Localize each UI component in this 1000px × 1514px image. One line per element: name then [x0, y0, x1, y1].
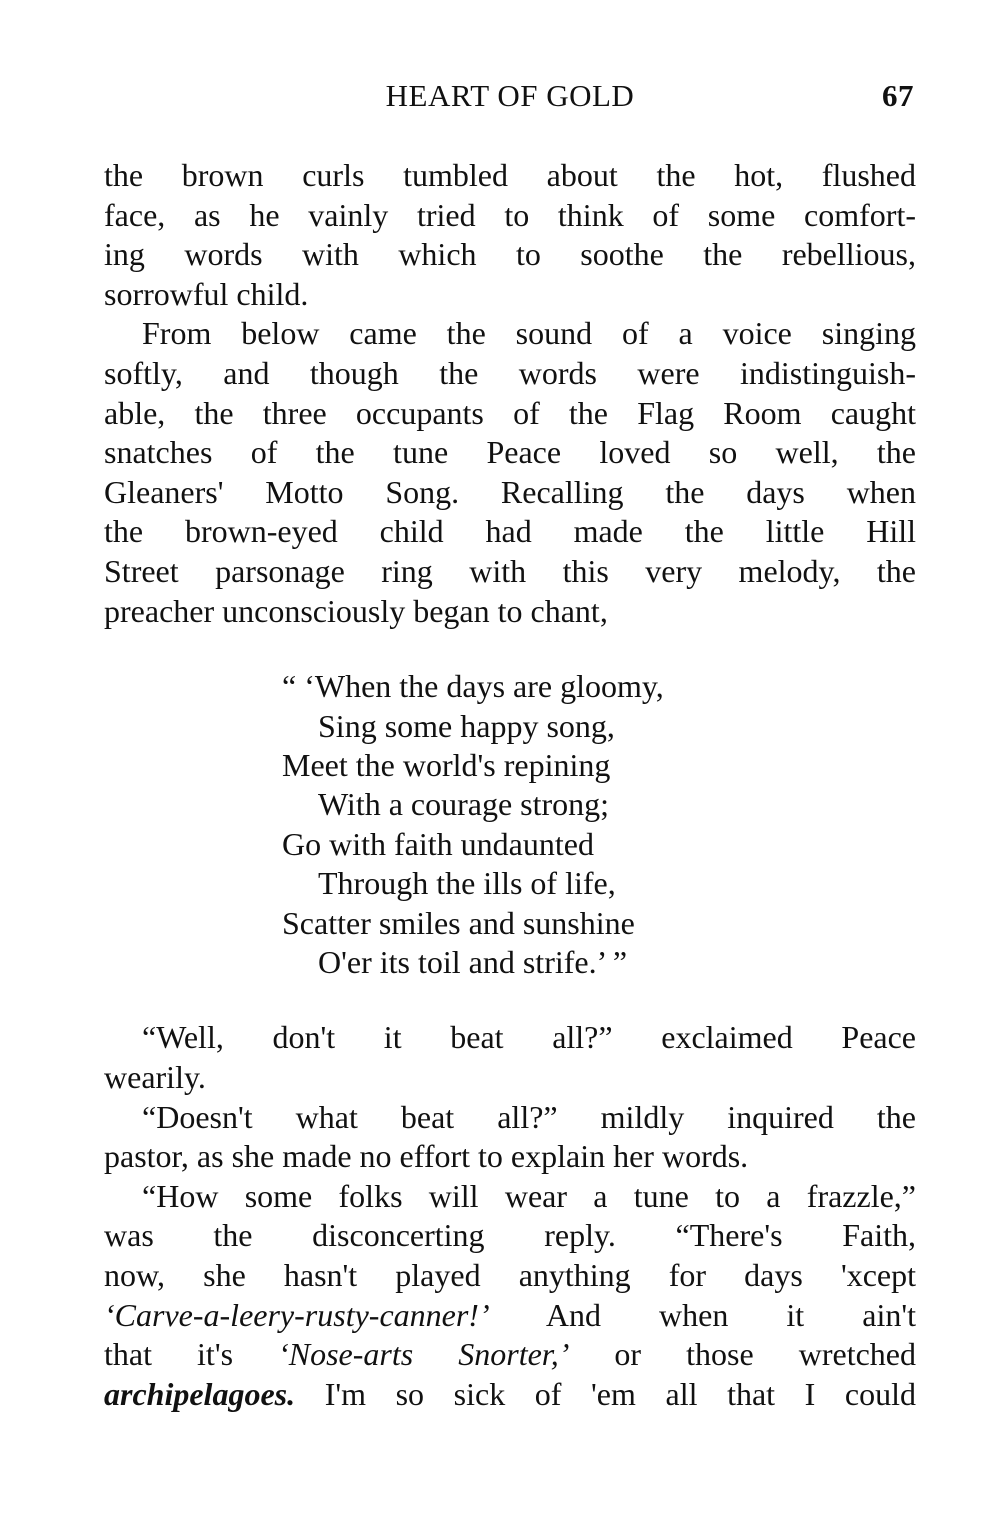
text-run: that it's [104, 1336, 279, 1373]
text-line: ing words with which to soothe the rebellious, [104, 236, 916, 273]
running-title: HEART OF GOLD [385, 78, 635, 113]
paragraph-3 [104, 1018, 916, 1097]
text-line: Gleaners' Motto Song. Recalling the days when [104, 473, 916, 510]
page-number: 67 [882, 78, 914, 113]
poem-line: Meet the world's repining [282, 746, 611, 783]
poem-line: O'er its toil and strife.’ ” [318, 943, 628, 980]
paragraph-5 [104, 1177, 916, 1415]
paragraph-2 [104, 314, 916, 631]
text-line [104, 1296, 916, 1336]
text-line: able, the three occupants of the Flag Room caught [104, 394, 916, 431]
text-run: And when it ain't [489, 1296, 916, 1333]
text-line: preacher unconsciously began to chant, [104, 592, 608, 629]
poem-line: Sing some happy song, [318, 707, 615, 744]
text-line: the brown curls tumbled about the hot, flushed [104, 157, 916, 193]
text-line: Street parsonage ring with this very melody, the [104, 552, 916, 589]
text-line: snatches of the tune Peace loved so well, the [104, 434, 916, 471]
poem-line: Scatter smiles and sunshine [282, 904, 635, 941]
text-line: the brown-eyed child had made the little Hill [104, 513, 916, 550]
text-line: face, as he vainly tried to think of some comfort- [104, 196, 916, 233]
paragraph-1 [104, 156, 916, 314]
text-line: wearily. [104, 1058, 206, 1095]
paragraph-4 [104, 1098, 916, 1177]
text-line: “Doesn't what beat all?” mildly inquired the [142, 1098, 916, 1135]
text-line: “How some folks will wear a tune to a frazzle,” [142, 1177, 916, 1214]
running-header [104, 78, 916, 118]
text-line [104, 1335, 916, 1375]
italic-song-title: ‘Carve-a-leery-rusty-canner!’ [104, 1296, 490, 1333]
italic-song-title: ‘Nose-arts Snorter,’ [278, 1336, 570, 1373]
text-line: was the disconcerting reply. “There's Faith, [104, 1217, 916, 1254]
text-line: sorrowful child. [104, 275, 309, 312]
italic-song-title: archipelagoes. [104, 1375, 296, 1412]
poem-line: “ ‘When the days are gloomy, [282, 668, 664, 705]
poem-line: With a courage strong; [318, 786, 610, 823]
text-line: now, she hasn't played anything for days 'xcept [104, 1256, 916, 1293]
text-line: pastor, as she made no effort to explain her words. [104, 1138, 749, 1175]
text-line: From below came the sound of a voice singing [142, 315, 916, 352]
text-line: “Well, don't it beat all?” exclaimed Peace [142, 1019, 916, 1056]
text-run: I'm so sick of 'em all that I could [295, 1375, 916, 1412]
poem-stanza [104, 667, 916, 982]
page-body [104, 156, 916, 1414]
text-line [104, 1375, 916, 1415]
poem-line: Go with faith undaunted [282, 825, 594, 862]
text-run: or those wretched [569, 1336, 917, 1373]
poem-line: Through the ills of life, [318, 865, 616, 902]
text-line: softly, and though the words were indistinguish- [104, 354, 916, 391]
